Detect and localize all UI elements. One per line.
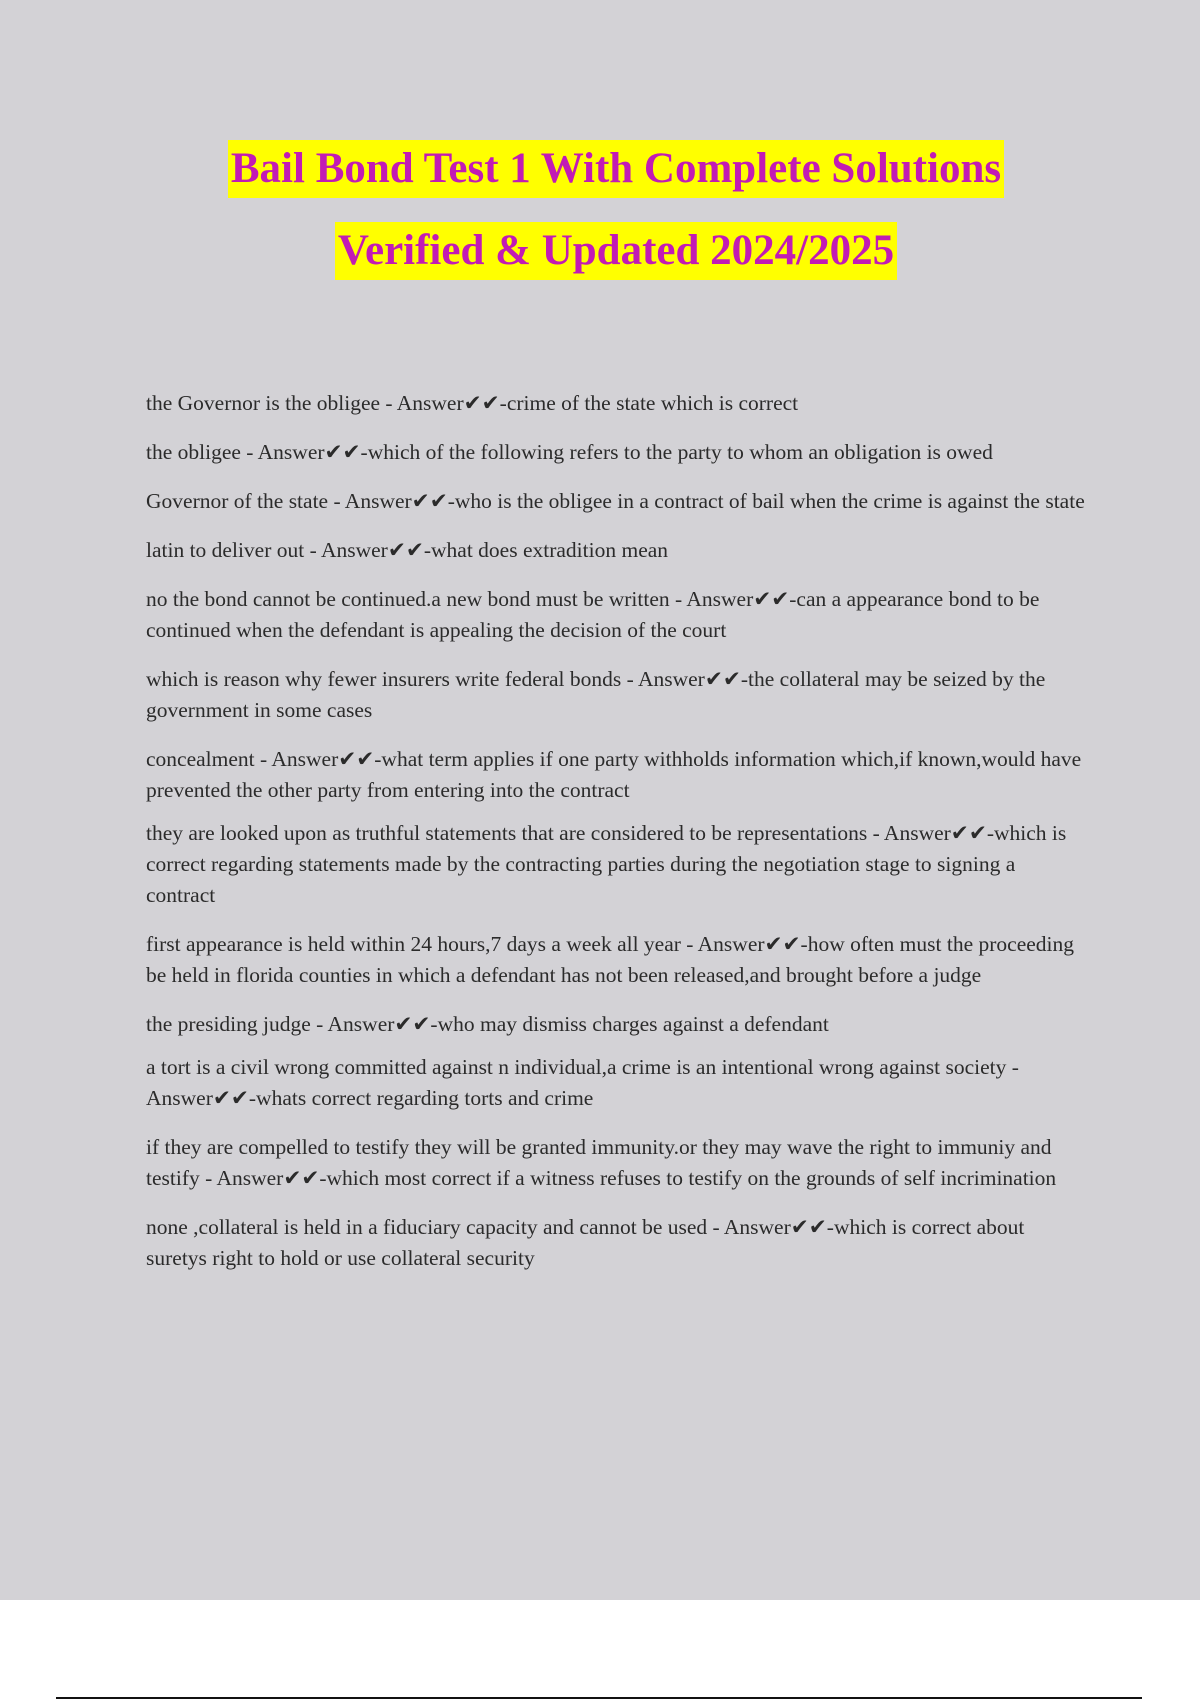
qa-list: [146, 388, 1086, 1292]
qa-item: none ,collateral is held in a fiduciary capacity and cannot be used - Answer✔✔-which is correct about suretys right to hold or use collateral security: [146, 1215, 1025, 1270]
title-line-2: Verified & Updated 2024/2025: [335, 222, 897, 280]
document-title: [0, 140, 1200, 304]
qa-item: the presiding judge - Answer✔✔-who may dismiss charges against a defendant: [146, 1012, 829, 1036]
qa-item: the Governor is the obligee - Answer✔✔-crime of the state which is correct: [146, 391, 799, 415]
qa-item: a tort is a civil wrong committed against n individual,a crime is an intentional wrong against society - Answer✔✔-whats correct regarding torts and crime: [146, 1055, 1019, 1110]
title-line-1: Bail Bond Test 1 With Complete Solutions: [228, 140, 1004, 198]
qa-item: Governor of the state - Answer✔✔-who is the obligee in a contract of bail when the crime is against the state: [146, 489, 1085, 513]
qa-item: latin to deliver out - Answer✔✔-what does extradition mean: [146, 538, 669, 562]
qa-item: if they are compelled to testify they will be granted immunity.or they may wave the right to immuniy and testify - Answer✔✔-which most correct if a witness refuses to testify on the grounds of self incrimination: [146, 1135, 1057, 1190]
footer-divider: [56, 1697, 1142, 1699]
qa-item: the obligee - Answer✔✔-which of the following refers to the party to whom an obligation is owed: [146, 440, 993, 464]
qa-item: they are looked upon as truthful statements that are considered to be representations - Answer✔✔-which is correct regarding statements made by the contracting parties during the negotiation stage to signing a contract: [146, 821, 1067, 907]
qa-item: first appearance is held within 24 hours,7 days a week all year - Answer✔✔-how often must the proceeding be held in florida counties in which a defendant has not been released,and brought before a judge: [146, 932, 1075, 987]
qa-item: no the bond cannot be continued.a new bond must be written - Answer✔✔-can a appearance bond to be continued when the defendant is appealing the decision of the court: [146, 587, 1040, 642]
qa-item: which is reason why fewer insurers write federal bonds - Answer✔✔-the collateral may be seized by the government in some cases: [146, 667, 1046, 722]
qa-item: concealment - Answer✔✔-what term applies if one party withholds information which,if known,would have prevented the other party from entering into the contract: [146, 747, 1082, 802]
